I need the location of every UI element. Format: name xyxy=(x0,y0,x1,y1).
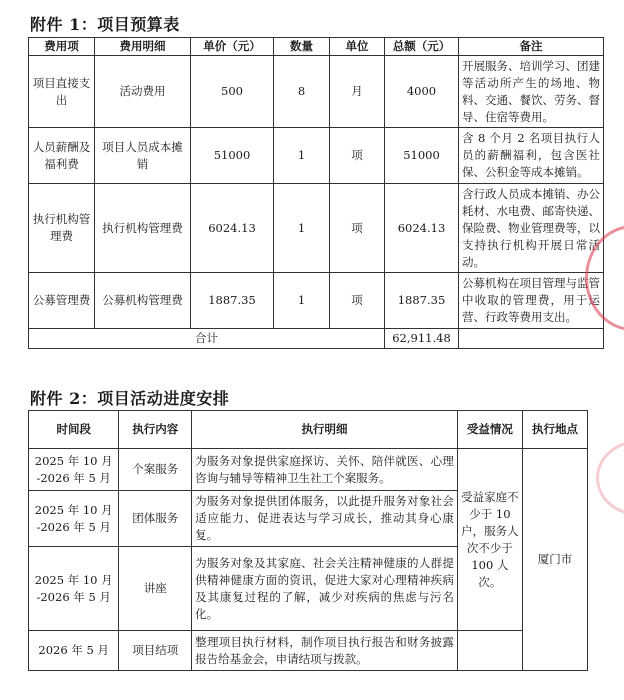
budget-total-row xyxy=(29,329,604,349)
cell-detail: 项目人员成本摊销 xyxy=(95,128,191,184)
schedule-header-row xyxy=(29,411,588,449)
header-content: 执行内容 xyxy=(119,411,192,449)
header-location: 执行地点 xyxy=(522,411,587,449)
cell-detail: 活动费用 xyxy=(95,56,191,128)
header-period: 时间段 xyxy=(29,411,119,449)
budget-table xyxy=(28,37,604,349)
cell-beneficiary-empty xyxy=(457,631,522,671)
cell-period: 2026 年 5 月 xyxy=(29,631,119,671)
header-total: 总额（元） xyxy=(385,38,459,56)
cell-period: 2025 年 10 月 -2026 年 5 月 xyxy=(29,449,119,491)
cell-location: 厦门市 xyxy=(522,449,587,671)
cell-item: 执行机构管理费 xyxy=(29,184,95,273)
schedule-row xyxy=(29,449,588,491)
cell-qty: 1 xyxy=(274,273,330,329)
cell-total: 4000 xyxy=(385,56,459,128)
cell-item: 人员薪酬及福利费 xyxy=(29,128,95,184)
header-detail: 执行明细 xyxy=(192,411,458,449)
budget-header-row xyxy=(29,38,604,56)
header-cost-detail: 费用明细 xyxy=(95,38,191,56)
cell-detail: 为服务对象及其家庭、社会关注精神健康的人群提供精神健康方面的资讯，促进大家对心理精神疾病及其康复过程的了解，减少对疾病的焦虑与污名化。 xyxy=(192,547,458,631)
cell-content: 团体服务 xyxy=(119,491,192,547)
cell-detail: 公募机构管理费 xyxy=(95,273,191,329)
header-quantity: 数量 xyxy=(274,38,330,56)
cell-unit: 项 xyxy=(330,273,385,329)
cell-price: 500 xyxy=(191,56,274,128)
budget-row xyxy=(29,128,604,184)
cell-total: 1887.35 xyxy=(385,273,459,329)
cell-detail: 为服务对象提供家庭探访、关怀、陪伴就医、心理咨询与辅导等精神卫生社工个案服务。 xyxy=(192,449,458,491)
cell-period: 2025 年 10 月 -2026 年 5 月 xyxy=(29,547,119,631)
cell-note: 含 8 个月 2 名项目执行人员的薪酬福利，包含医社保、公积金等成本摊销。 xyxy=(459,128,604,184)
total-note-empty xyxy=(459,329,604,349)
cell-content: 个案服务 xyxy=(119,449,192,491)
cell-note: 公募机构在项目管理与监管中收取的管理费，用于运营、行政等费用支出。 xyxy=(459,273,604,329)
cell-price: 51000 xyxy=(191,128,274,184)
cell-unit: 项 xyxy=(330,184,385,273)
schedule-table xyxy=(28,410,588,671)
cell-note: 含行政人员成本摊销、办公耗材、水电费、邮寄快递、保险费、物业管理费等，以支持执行机构开展日常活动。 xyxy=(459,184,604,273)
cell-unit: 项 xyxy=(330,128,385,184)
seal-stamp-bottom xyxy=(596,440,624,516)
cell-detail: 执行机构管理费 xyxy=(95,184,191,273)
header-unit: 单位 xyxy=(330,38,385,56)
budget-row xyxy=(29,273,604,329)
cell-detail: 整理项目执行材料，制作项目执行报告和财务披露报告给基金会，申请结项与拨款。 xyxy=(192,631,458,671)
cell-beneficiary: 受益家庭不少于 10 户，服务人次不少于 100 人次。 xyxy=(457,449,522,631)
header-unit-price: 单价（元） xyxy=(191,38,274,56)
cell-qty: 1 xyxy=(274,184,330,273)
header-cost-item: 费用项 xyxy=(29,38,95,56)
total-value: 62,911.48 xyxy=(385,329,459,349)
attachment2-title: 附件 2：项目活动进度安排 xyxy=(30,389,230,408)
cell-price: 6024.13 xyxy=(191,184,274,273)
header-note: 备注 xyxy=(459,38,604,56)
cell-content: 项目结项 xyxy=(119,631,192,671)
cell-detail: 为服务对象提供团体服务，以此提升服务对象社会适应能力、促进表达与学习成长，推动其身心康复。 xyxy=(192,491,458,547)
budget-row xyxy=(29,184,604,273)
attachment1-title: 附件 1：项目预算表 xyxy=(30,15,180,34)
cell-total: 6024.13 xyxy=(385,184,459,273)
budget-row xyxy=(29,56,604,128)
cell-item: 公募管理费 xyxy=(29,273,95,329)
cell-item: 项目直接支出 xyxy=(29,56,95,128)
cell-price: 1887.35 xyxy=(191,273,274,329)
cell-note: 开展服务、培训学习、团建等活动所产生的场地、物料、交通、餐饮、劳务、督导、住宿等费用。 xyxy=(459,56,604,128)
cell-qty: 8 xyxy=(274,56,330,128)
total-label: 合计 xyxy=(29,329,385,349)
schedule-row xyxy=(29,631,588,671)
cell-period: 2025 年 10 月 -2026 年 5 月 xyxy=(29,491,119,547)
cell-content: 讲座 xyxy=(119,547,192,631)
cell-unit: 月 xyxy=(330,56,385,128)
header-beneficiary: 受益情况 xyxy=(457,411,522,449)
cell-total: 51000 xyxy=(385,128,459,184)
cell-qty: 1 xyxy=(274,128,330,184)
